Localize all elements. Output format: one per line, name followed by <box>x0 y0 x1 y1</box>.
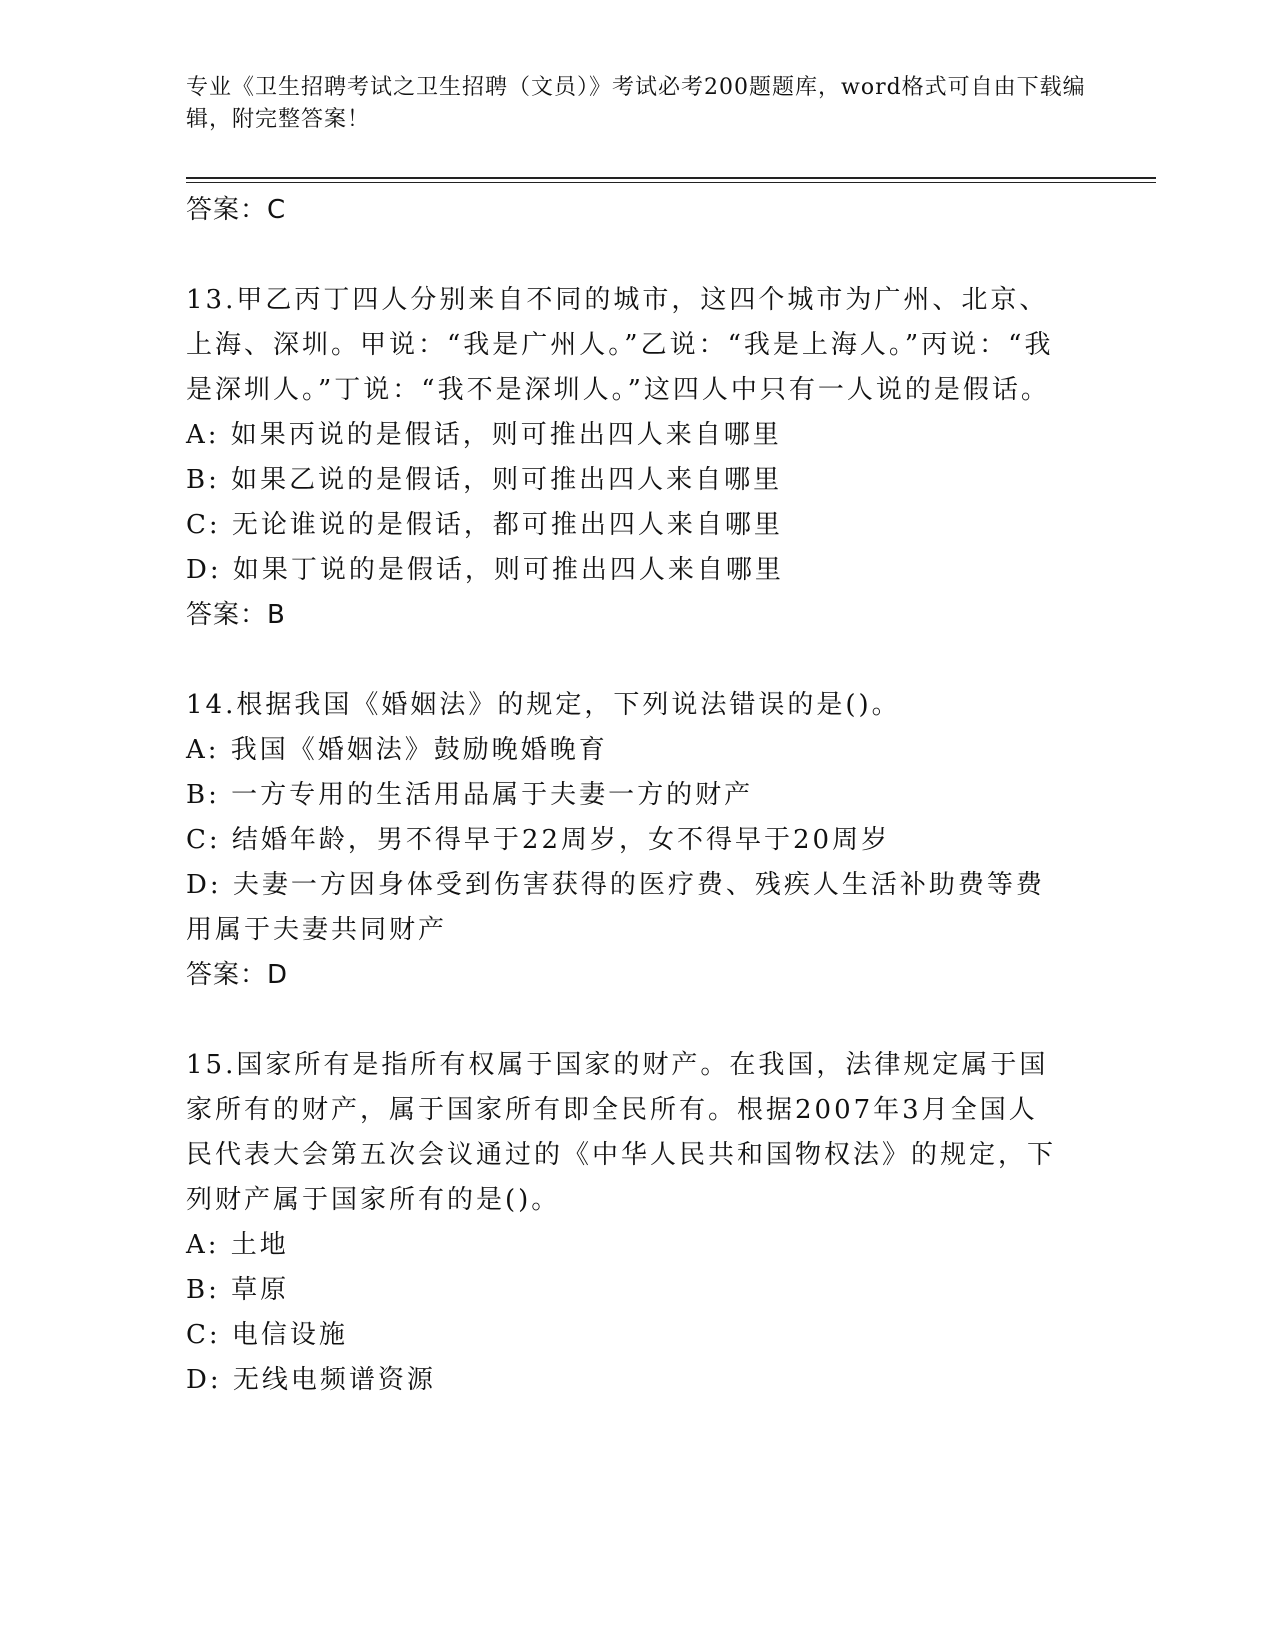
option-a: A: 如果丙说的是假话，则可推出四人来自哪里 <box>186 420 782 450</box>
spacer <box>186 998 1066 1043</box>
answer-line: 答案：B <box>186 600 286 630</box>
option-b: B: 草原 <box>186 1275 290 1305</box>
option-c: C: 无论谁说的是假话，都可推出四人来自哪里 <box>186 510 783 540</box>
option-a: A: 土地 <box>186 1230 289 1260</box>
option-b: B: 一方专用的生活用品属于夫妻一方的财产 <box>186 780 754 810</box>
option-c: C: 结婚年龄，男不得早于22周岁，女不得早于20周岁 <box>186 825 891 855</box>
option-b: B: 如果乙说的是假话，则可推出四人来自哪里 <box>186 465 783 495</box>
question-stem: 14.根据我国《婚姻法》的规定，下列说法错误的是()。 <box>186 690 901 720</box>
header-divider-thin <box>186 182 1156 183</box>
answer-line: 答案：C <box>186 195 287 225</box>
question-stem: 15.国家所有是指所有权属于国家的财产。在我国，法律规定属于国家所有的财产，属于国家所有即全民所有。根据2007年3月全国人民代表大会第五次会议通过的《中华人民共和国物权法》的规定，下列财产属于国家所有的是()。 <box>186 1050 1057 1215</box>
header-text: 专业《卫生招聘考试之卫生招聘（文员）》考试必考200题题库，word格式可自由下载编辑，附完整答案！ <box>186 75 1086 132</box>
answer-line: 答案：D <box>186 960 289 990</box>
option-a: A: 我国《婚姻法》鼓励晚婚晚育 <box>186 735 608 765</box>
header-divider-thick <box>186 177 1156 179</box>
option-d: D: 如果丁说的是假话，则可推出四人来自哪里 <box>186 555 784 585</box>
option-d: D: 夫妻一方因身体受到伤害获得的医疗费、残疾人生活补助费等费用属于夫妻共同财产 <box>186 870 1045 945</box>
question-stem: 13.甲乙丙丁四人分别来自不同的城市，这四个城市为广州、北京、上海、深圳。甲说：“我是广州人。”乙说：“我是上海人。”丙说：“我是深圳人。”丁说：“我不是深圳人。”这四人中只有一人说的是假话。 <box>186 285 1054 405</box>
question-content <box>186 188 1066 1403</box>
option-d: D: 无线电频谱资源 <box>186 1365 436 1395</box>
question-15 <box>186 1043 1066 1403</box>
question-14 <box>186 683 1066 998</box>
page-header <box>186 72 1086 136</box>
question-13 <box>186 278 1066 638</box>
spacer <box>186 233 1066 278</box>
spacer <box>186 638 1066 683</box>
option-c: C: 电信设施 <box>186 1320 348 1350</box>
